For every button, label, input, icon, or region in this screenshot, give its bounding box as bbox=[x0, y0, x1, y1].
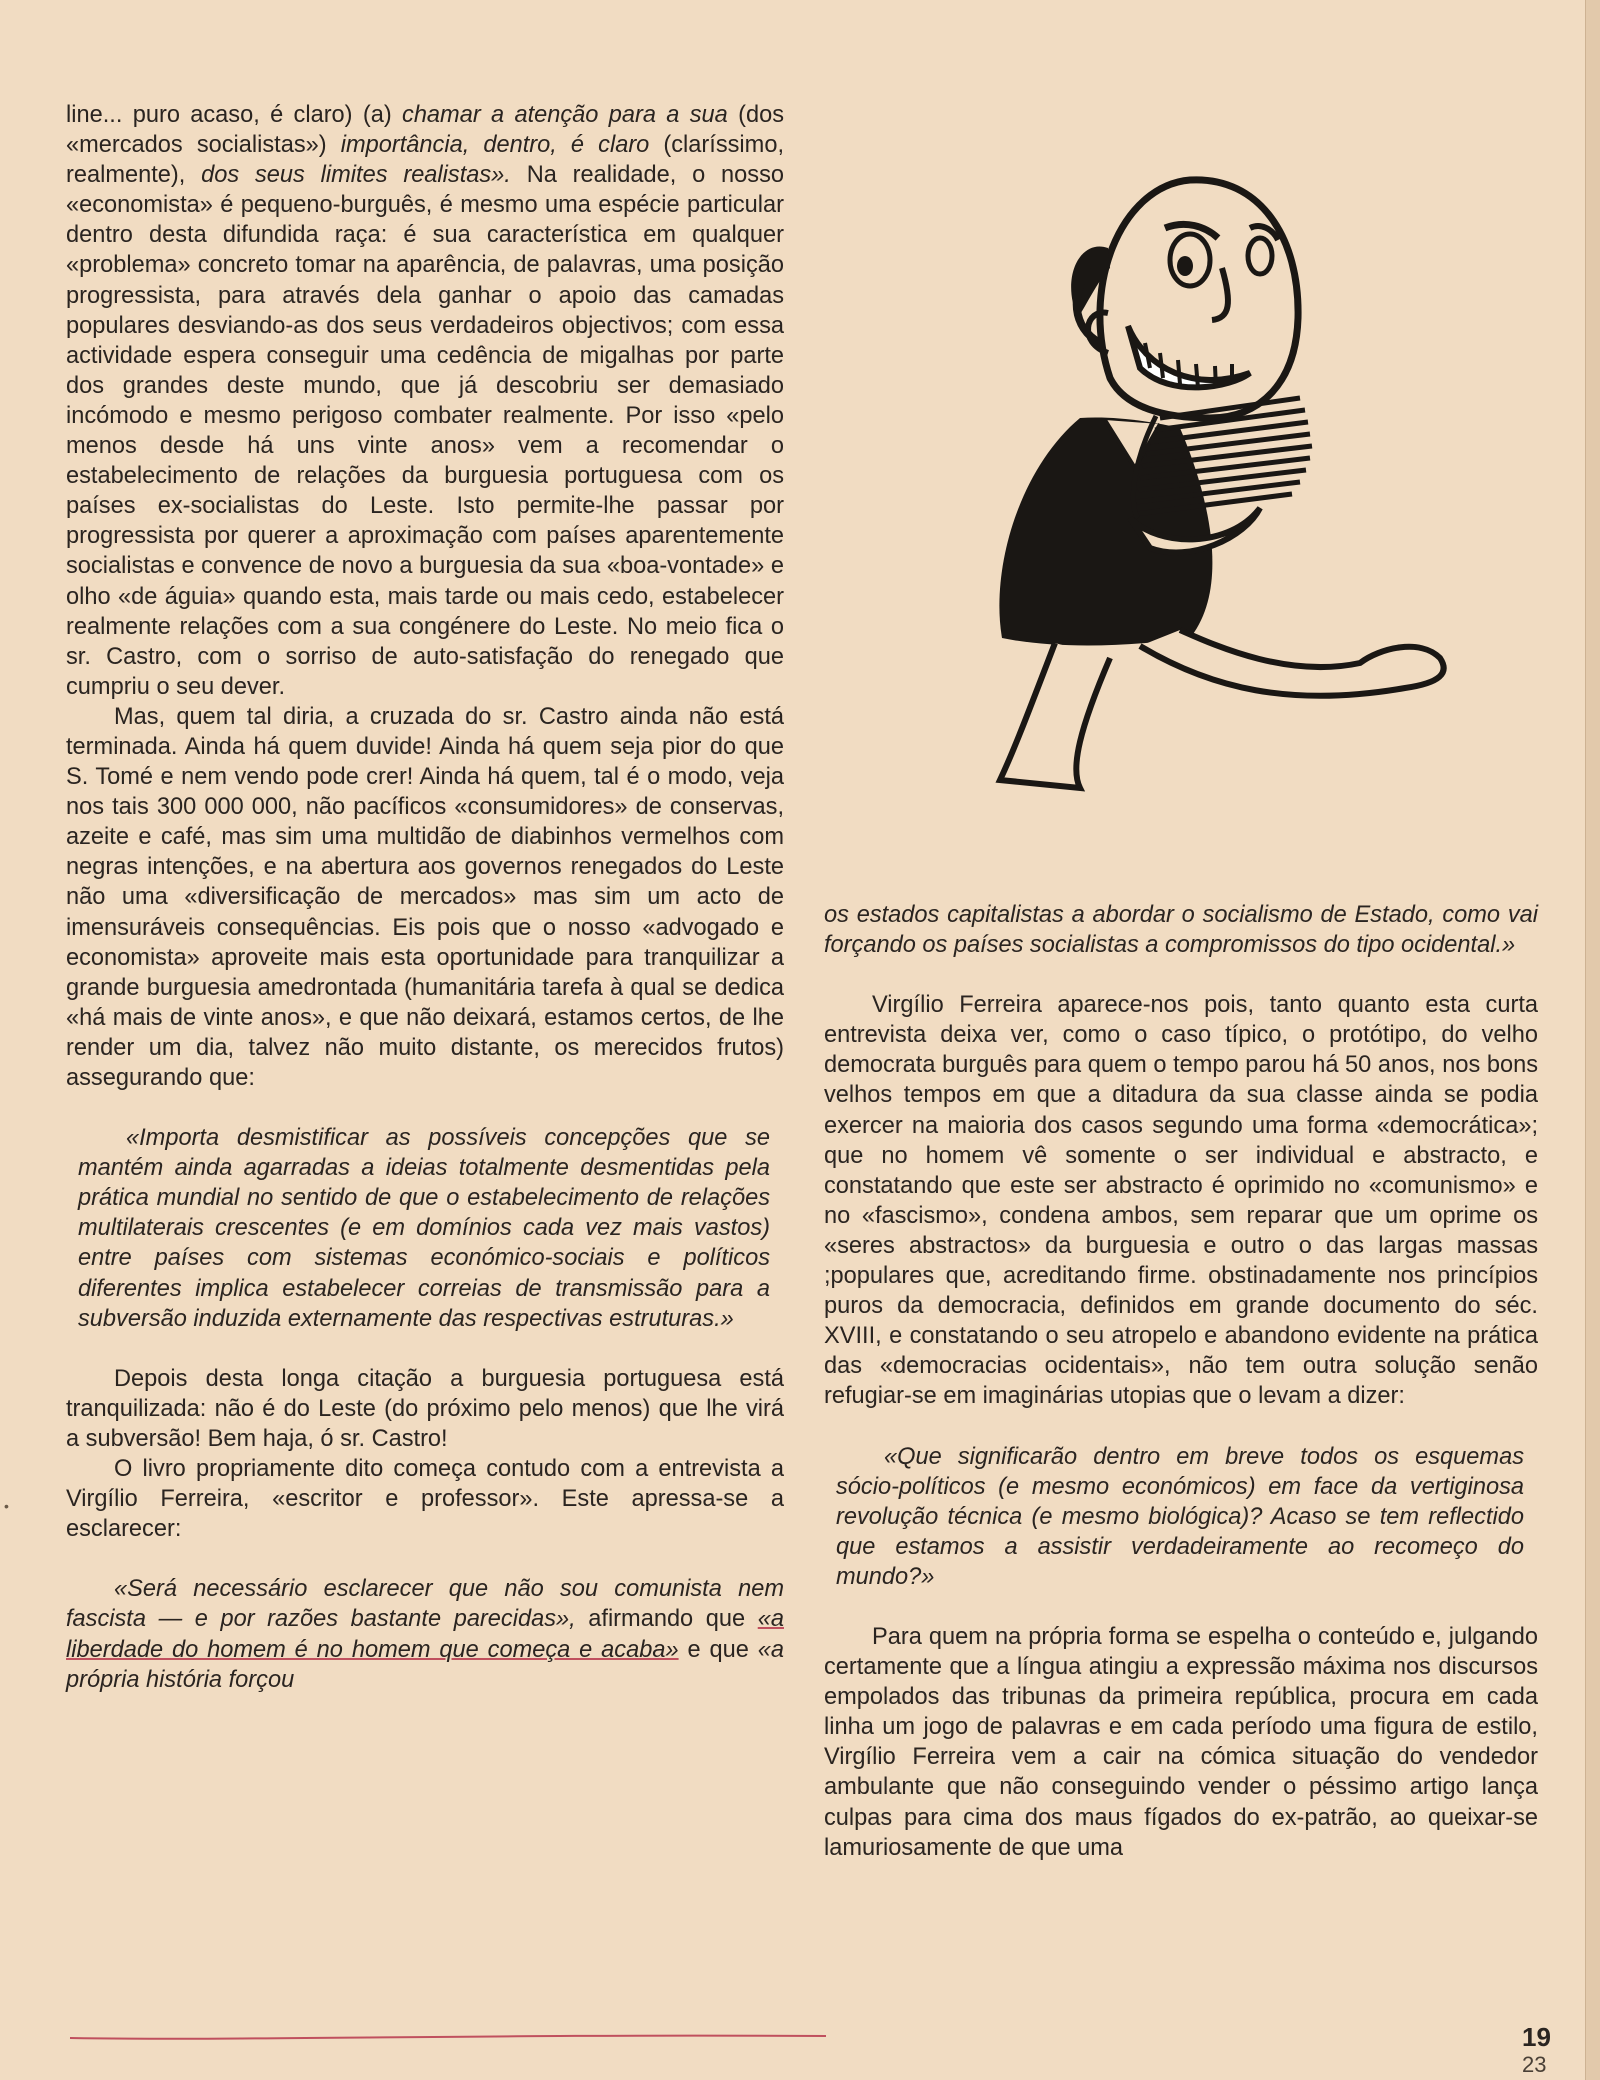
margin-mark: • bbox=[4, 1498, 9, 1514]
paragraph-2: Mas, quem tal diria, a cruzada do sr. Castro ainda não está terminada. Ainda há quem duvide! Ainda há quem seja pior do que S. Tomé e nem vendo pode crer! Ainda há quem, tal é o modo, veja nos tais 300 000 000, não pacíficos «consumidores» de conservas, azeite e café, mas sim uma multidão de diabinhos vermelhos com negras intenções, e na abertura aos governos renegados do Leste não uma «diversificação de mercados» mas sim um acto de imensuráveis consequências. Eis pois que o nosso «advogado e economista» aproveite mais esta oportunidade para tranquilizar a grande burguesia amedrontada (humanitária tarefa à qual se dedica «há mais de vinte anos», e que não deixará, estamos certos, de lhe render um dia, talvez não muito distante, os merecidos frutos) assegurando que: bbox=[66, 703, 784, 1091]
quote-block-1: «Importa desmistificar as possíveis concepções que se mantém ainda agarradas a ideias totalmente desmentidas pela prática mundial no sentido de que o estabelecimento de relações multilaterais crescentes (e em domínios cada vez mais vastos) entre países com sistemas económico-sociais e políticos diferentes implica estabelecer correias de transmissão para a subversão induzida externamente das respectivas estruturas.» bbox=[78, 1125, 770, 1332]
page-edge bbox=[1585, 0, 1600, 2080]
quote-block-2: «Será necessário esclarecer que não sou comunista nem fascista — e por razões bastante parecidas», afirmando que «a liberdade do homem é no homem que começa e acaba» e que «a própria história forçou bbox=[66, 1576, 784, 1693]
quote-block-3: «Que significarão dentro em breve todos os esquemas sócio-políticos (e mesmo económicos) em face da vertiginosa revolução técnica (e mesmo biológica)? Acaso se tem reflectido que estamos a assistir verdadeiramente ao recomeço do mundo?» bbox=[836, 1443, 1524, 1590]
paragraph-5: Virgílio Ferreira aparece-nos pois, tanto quanto esta curta entrevista deixa ver, como o caso típico, o protótipo, do velho democrata burguês para quem o tempo parou há 50 anos, nos bons velhos tempos em que a ditadura da sua classe ainda se podia exercer na maioria dos casos segundo uma forma «democrática»; que no homem vê somente o ser individual e abstracto, e constatando que este ser abstracto é oprimido no «comunismo» e no «fascismo», condena ambos, sem reparar que um oprime os «seres abstractos» da burguesia e outro o das largas massas ;populares que, acreditando firme. obstinadamente nos princípios puros da democracia, definidos em grande documento do séc. XVIII, e constatando o seu atropelo e abandono evidente na prática das «democracias ocidentais», não tem outra solução senão refugiar-se em imaginárias utopias que o levam a dizer: bbox=[824, 992, 1538, 1410]
page-number: 19 bbox=[1522, 2022, 1551, 2052]
paragraph-3: Depois desta longa citação a burguesia portuguesa está tranquilizada: não é do Leste (do próximo pelo menos) que lhe virá a subversão! Bem haja, ó sr. Castro! bbox=[66, 1365, 784, 1452]
right-column bbox=[824, 900, 1538, 1863]
left-column bbox=[66, 100, 784, 1695]
paragraph-4: O livro propriamente dito começa contudo com a entrevista a Virgílio Ferreira, «escritor e professor». Este apressa-se a esclarecer: bbox=[66, 1456, 784, 1543]
man-carrying-papers-cartoon bbox=[960, 168, 1480, 798]
paragraph-6: Para quem na própria forma se espelha o conteúdo e, julgando certamente que a língua atingiu a expressão máxima nos discursos empolados das tribunas da primeira república, procura em cada linha um jogo de palavras e em cada período uma figura de estilo, Virgílio Ferreira vem a cair na cómica situação do vendedor ambulante que não conseguindo vender o péssimo artigo lança culpas para cima dos maus fígados do ex-patrão, ao queixar-se lamuriosamente de que uma bbox=[824, 1623, 1538, 1861]
red-pen-underline bbox=[68, 2032, 828, 2042]
page-mark: 23 bbox=[1522, 2052, 1547, 2077]
paragraph-1: line... puro acaso, é claro) (a) chamar a atenção para a sua (dos «mercados socialistas») importância, dentro, é claro (claríssimo, realmente), dos seus limites realistas». Na realidade, o nosso «economista» é pequeno-burguês, é mesmo uma espécie particular dentro desta difundida raça: é sua característica em qualquer «problema» concreto tomar na aparência, de palavras, uma posição progressista, para através dela ganhar o apoio das camadas populares desviando-as dos seus verdadeiros objectivos; com essa actividade espera conseguir uma cedência de migalhas por parte dos grandes deste mundo, que já descobriu ser demasiado incómodo e mesmo perigoso combater realmente. Por isso «pelo menos desde há uns vinte anos» vem a recomendar o estabelecimento de relações da burguesia portuguesa com os países ex-socialistas do Leste. Isto permite-lhe passar por progressista por querer a aproximação com países aparentemente socialistas e convence de novo a burguesia da sua «boa-vontade» e olho «de águia» quando esta, mais tarde ou mais cedo, estabelecer realmente relações com a sua congénere do Leste. No meio fica o sr. Castro, com o sorriso de auto-satisfação do renegado que cumpriu o seu dever. bbox=[66, 102, 785, 700]
quote-block-2-continued: os estados capitalistas a abordar o socialismo de Estado, como vai forçando os países socialistas a compromissos do tipo ocidental.» bbox=[824, 902, 1538, 959]
